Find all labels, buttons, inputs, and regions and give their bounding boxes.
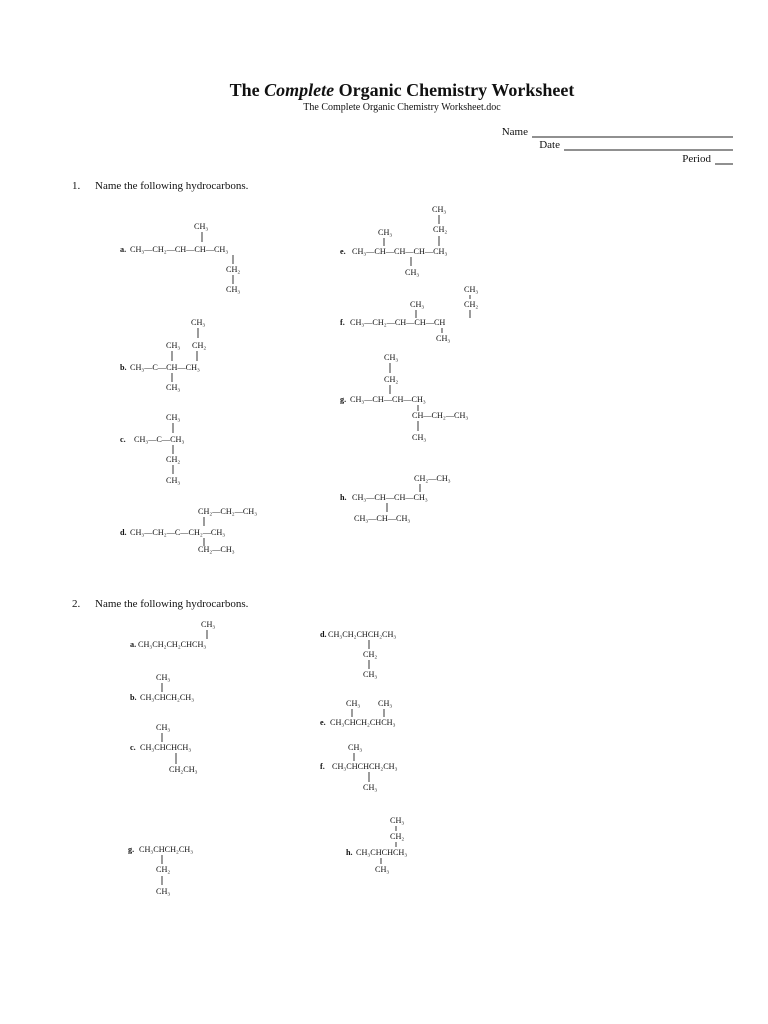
svg-text:e.: e. [340, 247, 346, 256]
svg-text:CH₃CHCH₂CH₃: CH₃CHCH₂CH₃ [139, 845, 194, 854]
svg-text:CH₃—CH—CH₃: CH₃—CH—CH₃ [354, 514, 411, 523]
svg-text:CH₃: CH₃ [384, 353, 399, 362]
question-2-number: 2. [72, 598, 81, 610]
svg-text:CH₃: CH₃ [464, 285, 479, 294]
svg-text:CH₂—CH₃: CH₂—CH₃ [414, 474, 451, 483]
question-1-prompt: Name the following hydrocarbons. [95, 180, 249, 192]
svg-text:CH₃: CH₃ [410, 300, 425, 309]
svg-text:CH₂: CH₂ [192, 341, 207, 350]
question-2-prompt: Name the following hydrocarbons. [95, 598, 249, 610]
svg-text:h.: h. [346, 848, 353, 857]
svg-text:CH₃: CH₃ [156, 673, 171, 682]
svg-text:d.: d. [320, 630, 327, 639]
structure-1b [120, 318, 206, 392]
svg-text:CH₃: CH₃ [166, 413, 181, 422]
structure-2h [346, 816, 407, 874]
svg-text:CH₃—CH—CH—CH₃: CH₃—CH—CH—CH₃ [350, 395, 426, 404]
svg-text:CH₃CHCH₂CH₃: CH₃CHCH₂CH₃ [140, 693, 195, 702]
svg-text:g.: g. [340, 395, 347, 404]
svg-text:CH₃: CH₃ [348, 743, 363, 752]
svg-text:CH₃: CH₃ [375, 865, 390, 874]
svg-text:CH₃: CH₃ [191, 318, 206, 327]
svg-text:c.: c. [130, 743, 136, 752]
structure-1a [120, 222, 240, 294]
structure-1g [340, 353, 468, 442]
svg-text:CH₃: CH₃ [226, 285, 241, 294]
svg-text:CH₂: CH₂ [156, 865, 171, 874]
svg-text:a.: a. [130, 640, 137, 649]
svg-text:CH₃—CH₂—CH—CH—CH₃: CH₃—CH₂—CH—CH—CH₃ [130, 245, 229, 254]
svg-text:f.: f. [320, 762, 325, 771]
svg-text:CH₂—CH₃: CH₂—CH₃ [198, 545, 235, 554]
svg-text:CH₃: CH₃ [412, 433, 427, 442]
period-label: Period [682, 153, 711, 165]
structure-2f [320, 743, 398, 792]
svg-text:CH₂CH₃: CH₂CH₃ [169, 765, 198, 774]
structure-1c [120, 413, 184, 485]
structure-1f [340, 285, 478, 343]
svg-text:CH₃: CH₃ [378, 699, 393, 708]
svg-text:CH₂—CH₂—CH₃: CH₂—CH₂—CH₃ [198, 507, 258, 516]
question-1-number: 1. [72, 180, 81, 192]
svg-text:CH₃—C—CH₃: CH₃—C—CH₃ [134, 435, 185, 444]
svg-text:CH₃—CH₂—CH—CH—CH: CH₃—CH₂—CH—CH—CH [350, 318, 446, 327]
svg-text:CH₃: CH₃ [156, 723, 171, 732]
name-label: Name [501, 126, 528, 138]
svg-text:CH₃: CH₃ [390, 816, 405, 825]
structure-1d [120, 507, 257, 554]
svg-text:c.: c. [120, 435, 126, 444]
svg-text:CH₃: CH₃ [156, 887, 171, 896]
svg-text:CH₂: CH₂ [166, 455, 181, 464]
svg-text:CH₃—C—CH—CH₃: CH₃—C—CH—CH₃ [130, 363, 200, 372]
svg-text:CH₃CH₂CH₂CHCH₃: CH₃CH₂CH₂CHCH₃ [138, 640, 207, 649]
svg-text:CH₃—CH—CH—CH—CH₃: CH₃—CH—CH—CH—CH₃ [352, 247, 448, 256]
svg-text:CH₃: CH₃ [405, 268, 420, 277]
structure-2e [320, 699, 396, 727]
svg-text:CH₂: CH₂ [363, 650, 378, 659]
file-name-subtitle: The Complete Organic Chemistry Worksheet.doc [303, 102, 501, 113]
structure-2g [128, 845, 193, 896]
svg-text:d.: d. [120, 528, 127, 537]
svg-text:CH₃: CH₃ [166, 341, 181, 350]
svg-text:b.: b. [120, 363, 127, 372]
svg-text:CH₃CHCH₂CHCH₃: CH₃CHCH₂CHCH₃ [330, 718, 396, 727]
svg-text:CH₂: CH₂ [390, 832, 405, 841]
svg-text:CH₃—CH₂—C—CH₂—CH₃: CH₃—CH₂—C—CH₂—CH₃ [130, 528, 226, 537]
svg-text:CH₃CHCHCH₃: CH₃CHCHCH₃ [356, 848, 408, 857]
svg-text:a.: a. [120, 245, 127, 254]
svg-text:CH₃: CH₃ [432, 205, 447, 214]
svg-text:CH₂: CH₂ [384, 375, 399, 384]
svg-text:CH₃—CH—CH—CH₃: CH₃—CH—CH—CH₃ [352, 493, 428, 502]
structure-1e [340, 205, 447, 277]
svg-text:CH₂: CH₂ [464, 300, 479, 309]
svg-text:h.: h. [340, 493, 347, 502]
svg-text:g.: g. [128, 845, 135, 854]
svg-text:CH₃: CH₃ [166, 383, 181, 392]
svg-text:CH₃: CH₃ [194, 222, 209, 231]
page-title: The Complete Organic Chemistry Worksheet [229, 80, 575, 100]
svg-text:CH₃: CH₃ [378, 228, 393, 237]
svg-text:CH₃CHCHCH₂CH₃: CH₃CHCHCH₂CH₃ [332, 762, 398, 771]
svg-text:CH₃: CH₃ [363, 670, 378, 679]
svg-text:e.: e. [320, 718, 326, 727]
svg-text:CH₂: CH₂ [226, 265, 241, 274]
svg-text:CH₃: CH₃ [346, 699, 361, 708]
svg-text:f.: f. [340, 318, 345, 327]
date-label: Date [539, 139, 560, 151]
structure-1h [340, 474, 451, 523]
svg-text:CH₃CH₂CHCH₂CH₃: CH₃CH₂CHCH₂CH₃ [328, 630, 397, 639]
svg-text:CH₂: CH₂ [433, 225, 448, 234]
svg-text:CH₃: CH₃ [436, 334, 451, 343]
structure-2a [130, 620, 215, 649]
svg-text:CH₃CHCHCH₃: CH₃CHCHCH₃ [140, 743, 192, 752]
svg-text:CH₃: CH₃ [363, 783, 378, 792]
structure-2b [130, 673, 194, 702]
structure-2d [320, 630, 396, 679]
structure-2c [130, 723, 198, 774]
svg-text:CH₃: CH₃ [201, 620, 216, 629]
svg-text:CH₃: CH₃ [166, 476, 181, 485]
svg-text:CH—CH₂—CH₃: CH—CH₂—CH₃ [412, 411, 469, 420]
svg-text:b.: b. [130, 693, 137, 702]
